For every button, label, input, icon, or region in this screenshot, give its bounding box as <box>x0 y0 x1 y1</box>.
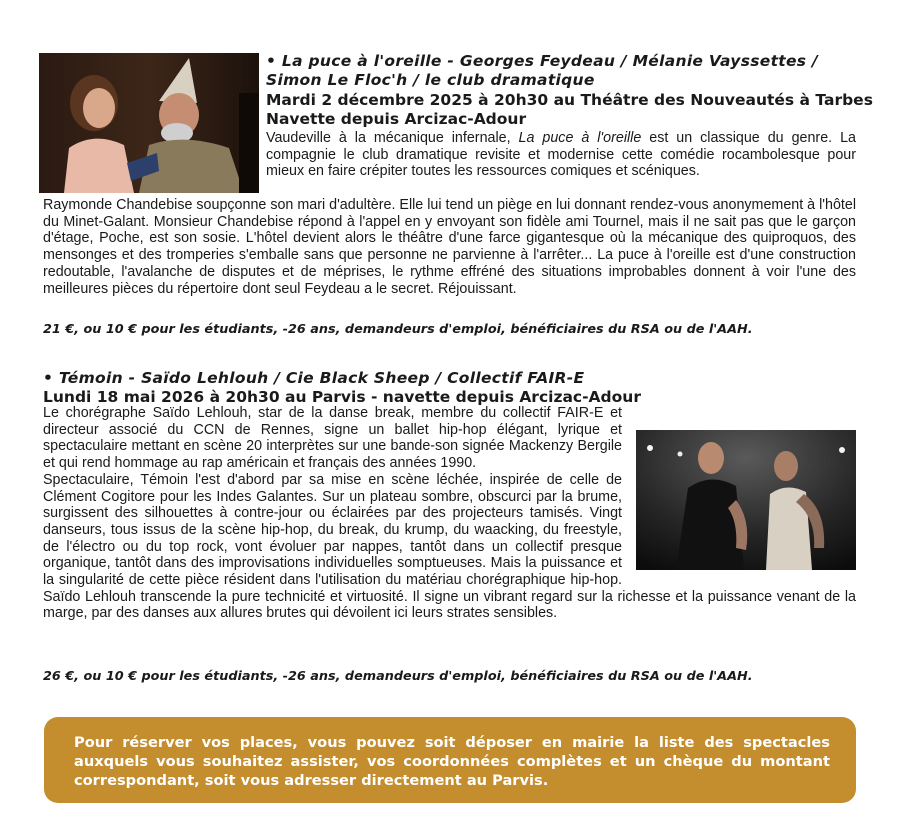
event2-photo <box>636 430 856 570</box>
event1-title-line1: • La puce à l'oreille - Georges Feydeau / Mélanie Vayssettes / <box>266 52 818 70</box>
reservation-text: Pour réserver vos places, vous pouvez soit déposer en mairie la liste des spectacles auxquels vous souhaitez assister, vos coordonnées complètes et un chèque du montant correspondant, soit vous adresser directement au Parvis. <box>74 734 830 789</box>
event2-date: Lundi 18 mai 2026 à 20h30 au Parvis - navette depuis Arcizac-Adour <box>43 388 641 406</box>
event2-title: • Témoin - Saïdo Lehlouh / Cie Black Sheep / Collectif FAIR-E <box>43 369 585 387</box>
event2-para1: Le chorégraphe Saïdo Lehlouh, star de la danse break, membre du collectif FAIR-E et directeur associé du CCN de Rennes, signe un ballet hip-hop élégant, lyrique et spectaculaire mettant en scène 20 interprètes sur une bande-son signée Mackenzy Bergile et qui rend hommage au rap américain et français des années 1990. <box>43 405 622 472</box>
event2-para2: Spectaculaire, Témoin l'est d'abord par sa mise en scène léchée, inspirée de celle de Clément Cogitore pour les Indes Galantes. Sur un plateau sombre, obscurci par la brume, surgissent des silhouettes à contre-jour ou éclairées par des projecteurs tamisés. Vingt danseurs, tous issus de la scène hip-hop, du break, du krump, du waacking, du freestyle, de l'électro ou du top rock, vont évoluer par nappes, tantôt dans un collectif presque organique, tantôt dans des improvisations individuelles somptueuses. Mais la puissance et la singularité de cette pièce résident dans l'utilisation du matériau chorégraphique hip-hop. Saïdo Lehlouh transcende la pure technicité et virtuosité. Il signe un vibrant regard sur la richesse et la puissance venant de la marge, par des danses aux allures brutes qui dévoilent ici leurs strates sensibles. <box>43 471 856 622</box>
event2-description <box>43 405 856 622</box>
event1-description: Raymonde Chandebise soupçonne son mari d'adultère. Elle lui tend un piège en lui donnant rendez-vous anonymement à l'hôtel du Minet-Galant. Monsieur Chandebise répond à l'appel en y envoyant son fidèle ami Tournel, mais il ne sait pas que le garçon d'étage, Poche, est son sosie. L'hôtel devient alors le théâtre d'une farce gigantesque où la mécanique des quiproquos, des mensonges et des tromperies s'emballe sans que personne ne parvienne à l'arrêter... La puce à l'oreille est d'une construction redoutable, l'avalanche de disputes et de méprises, le rythme effréné des situations improbables donnent à voir l'une des meilleures pièces du répertoire dont seul Feydeau a le secret. Réjouissant. <box>43 197 856 297</box>
event1-title-line2: Simon Le Floc'h / le club dramatique <box>266 71 595 89</box>
event1-date: Mardi 2 décembre 2025 à 20h30 au Théâtre des Nouveautés à Tarbes <box>266 91 873 109</box>
event1-photo <box>39 53 259 193</box>
event1-intro <box>266 130 856 180</box>
event1-intro-italic: La puce à l'oreille <box>518 130 642 146</box>
reservation-box <box>44 717 856 803</box>
event2-price: 26 €, ou 10 € pour les étudiants, -26 ans, demandeurs d'emploi, bénéficiaires du RSA ou de l'AAH. <box>43 669 753 684</box>
event1-price: 21 €, ou 10 € pour les étudiants, -26 ans, demandeurs d'emploi, bénéficiaires du RSA ou de l'AAH. <box>43 322 753 337</box>
event1-intro-lead: Vaudeville à la mécanique infernale, <box>266 130 519 146</box>
event1-intro-rest: est un classique du genre. La compagnie le club dramatique revisite et modernise cette comédie rocambolesque pour mieux en faire crépiter toutes les ressources comiques et scéniques. <box>266 130 856 180</box>
event1-shuttle: Navette depuis Arcizac-Adour <box>266 110 527 128</box>
